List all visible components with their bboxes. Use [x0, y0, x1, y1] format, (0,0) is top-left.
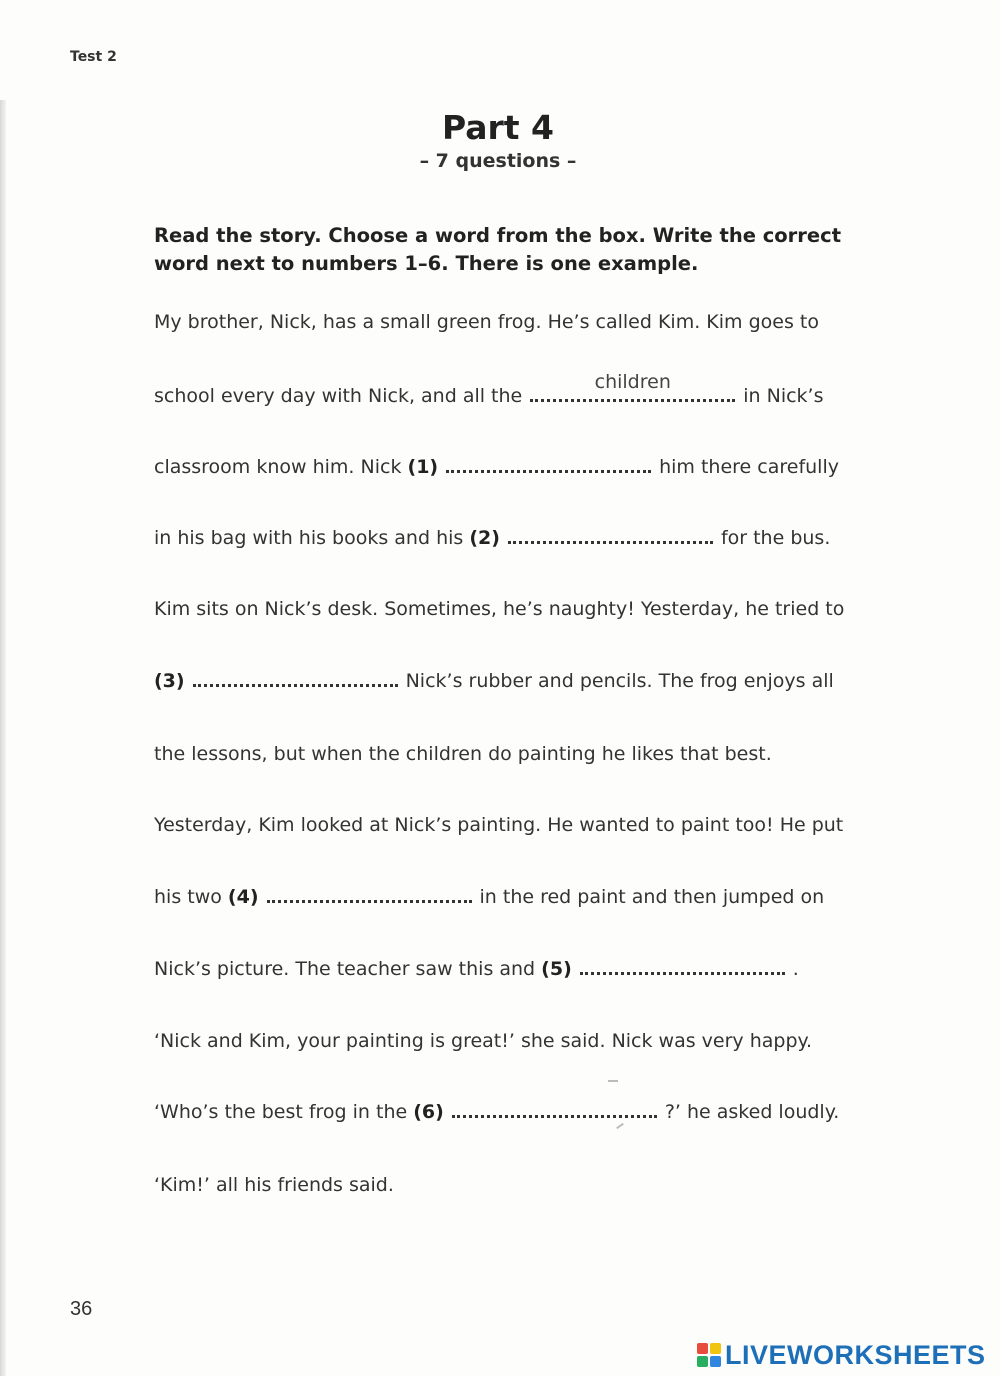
answer-gap-6[interactable]	[452, 1097, 657, 1118]
answer-gap-2[interactable]	[508, 523, 713, 544]
story-text: for the bus.	[720, 527, 831, 549]
story-line-5	[154, 594, 844, 624]
story-line-6	[154, 666, 834, 696]
story-line-10	[154, 954, 799, 984]
story-line-11	[154, 1026, 812, 1056]
story-text: ‘Nick and Kim, your painting is great!’ she said. Nick was very happy.	[154, 1030, 813, 1052]
answer-gap-4[interactable]	[267, 882, 472, 903]
story-line-12	[154, 1097, 839, 1127]
story-text: Nick’s picture. The teacher saw this and	[154, 958, 536, 980]
question-number-3: (3)	[154, 670, 185, 692]
story-line-1	[154, 307, 819, 337]
story-line-3	[154, 452, 839, 482]
story-line-8	[154, 810, 843, 840]
story-text: .	[792, 958, 799, 980]
story-text: him there carefully	[659, 456, 839, 478]
story-text: in Nick’s	[743, 385, 824, 407]
story-text: ?’ he asked loudly.	[664, 1101, 840, 1123]
scan-mark	[608, 1080, 618, 1082]
story-text: ‘Kim!’ all his friends said.	[154, 1174, 394, 1196]
story-text: Yesterday, Kim looked at Nick’s painting. He wanted to paint too! He put	[154, 814, 844, 836]
brand-text: LIVEWORKSHEETS	[725, 1339, 986, 1370]
story-text: the lessons, but when the children do painting he likes that best.	[154, 743, 772, 765]
liveworksheets-brand[interactable]	[697, 1339, 986, 1370]
answer-gap-5[interactable]	[580, 954, 785, 975]
question-number-4: (4)	[227, 886, 259, 908]
story-line-9	[154, 882, 824, 912]
story-text: Kim sits on Nick’s desk. Sometimes, he’s naughty! Yesterday, he tried to	[154, 598, 845, 620]
test-label: Test 2	[70, 49, 117, 65]
page-number: 36	[70, 1298, 93, 1320]
story-text: in the red paint and then jumped on	[479, 886, 825, 908]
question-number-6: (6)	[413, 1101, 444, 1123]
answer-gap-3[interactable]	[193, 666, 398, 687]
page-edge-shadow	[0, 100, 6, 1376]
story-line-4	[154, 523, 830, 553]
liveworksheets-logo-icon	[697, 1343, 721, 1367]
story-line-2	[154, 371, 824, 411]
story-line-7	[154, 739, 772, 769]
example-gap	[530, 371, 735, 402]
part-title: Part 4	[441, 108, 555, 147]
logo-square	[710, 1343, 721, 1354]
story-line-13	[154, 1170, 394, 1200]
question-number-1: (1)	[407, 456, 439, 478]
question-number-5: (5)	[541, 958, 572, 980]
story-text: in his bag with his books and his	[154, 527, 464, 549]
example-answer: children	[594, 371, 671, 393]
instructions: Read the story. Choose a word from the box. Write the correct word next to numbers 1–6. There is one example.	[154, 224, 842, 275]
logo-square	[697, 1343, 708, 1354]
story-text: his two	[154, 886, 222, 908]
logo-square	[697, 1356, 708, 1367]
part-subtitle: – 7 questions –	[419, 150, 577, 172]
story-text: ‘Who’s the best frog in the	[154, 1101, 408, 1123]
story-text: school every day with Nick, and all the	[154, 385, 523, 407]
story-text: Nick’s rubber and pencils. The frog enjoys all	[405, 670, 834, 692]
answer-gap-1[interactable]	[446, 452, 651, 473]
story-text: classroom know him. Nick	[154, 456, 402, 478]
question-number-2: (2)	[469, 527, 500, 549]
story-text: My brother, Nick, has a small green frog. He’s called Kim. Kim goes to	[154, 311, 819, 333]
logo-square	[710, 1356, 721, 1367]
